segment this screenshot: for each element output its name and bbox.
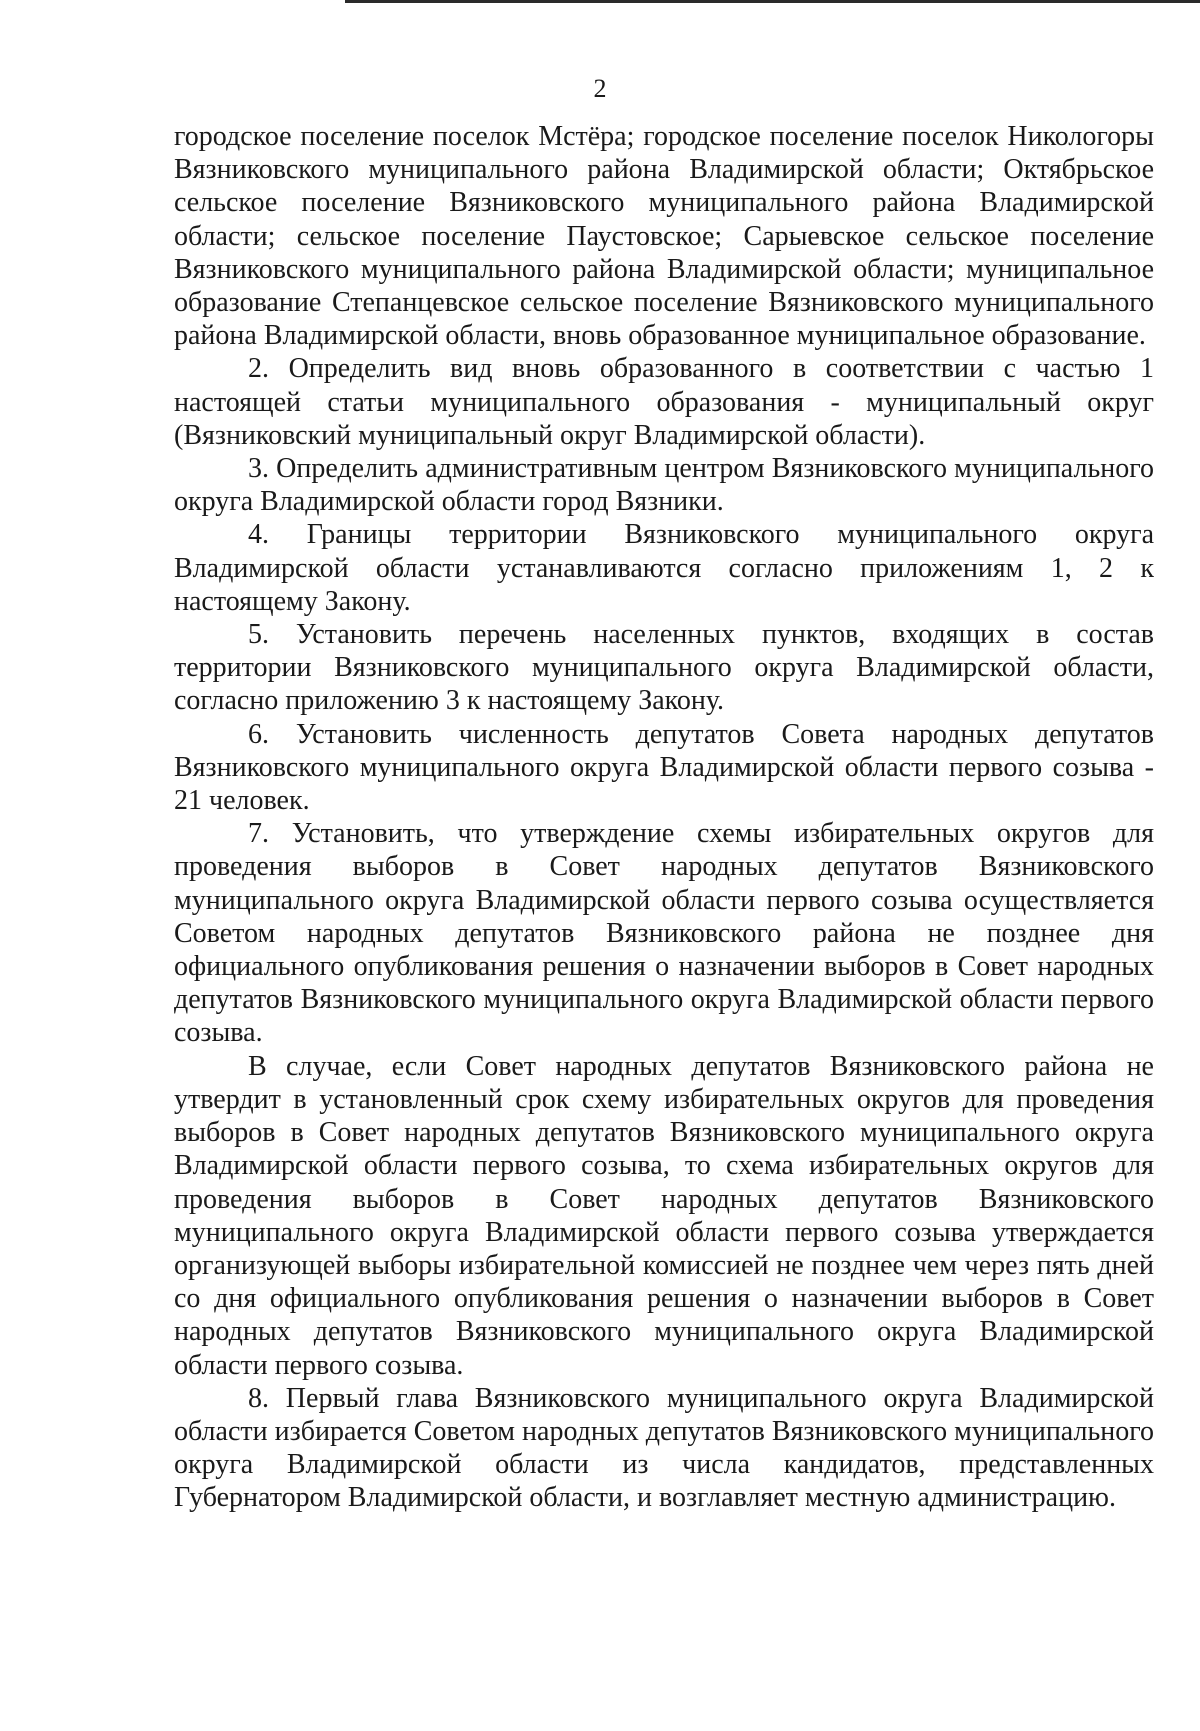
document-body [174,120,1154,1515]
paragraph-item-7-case: В случае, если Совет народных депутатов Вязниковского района не утвердит в установленный срок схему избирательных округов для проведения выборов в Совет народных депутатов Вязниковского муниципального округа Владимирской области первого созыва, то схема избирательных округов для проведения выборов в Совет народных депутатов Вязниковского муниципального округа Владимирской области первого созыва утверждается организующей выборы избирательной комиссией не позднее чем через пять дней со дня официального опубликования решения о назначении выборов в Совет народных депутатов Вязниковского муниципального округа Владимирской области первого созыва. [174,1050,1154,1381]
top-scan-rule [345,0,1200,3]
paragraph-item-3: 3. Определить административным центром Вязниковского муниципального округа Владимирской области город Вязники. [174,453,1154,518]
page-number: 2 [593,74,607,103]
paragraph-item-5: 5. Установить перечень населенных пунктов, входящих в состав территории Вязниковского муниципального округа Владимирской области, согласно приложению 3 к настоящему Закону. [174,619,1154,717]
paragraph-item-7: 7. Установить, что утверждение схемы избирательных округов для проведения выборов в Совет народных депутатов Вязниковского муниципального округа Владимирской области первого созыва осуществляется Советом народных депутатов Вязниковского района не позднее дня официального опубликования решения о назначении выборов в Совет народных депутатов Вязниковского муниципального округа Владимирской области первого созыва. [174,818,1154,1049]
paragraph-item-2: 2. Определить вид вновь образованного в соответствии с частью 1 настоящей статьи муниципального образования - муниципальный округ (Вязниковский муниципальный округ Владимирской области). [174,353,1154,451]
paragraph-item-4: 4. Границы территории Вязниковского муниципального округа Владимирской области устанавливаются согласно приложениям 1, 2 к настоящему Закону. [174,519,1154,617]
paragraph-1-continuation: городское поселение поселок Мстёра; городское поселение поселок Никологоры Вязниковского муниципального района Владимирской области; Октябрьское сельское поселение Вязниковского муниципального района Владимирской области; сельское поселение Паустовское; Сарыевское сельское поселение Вязниковского муниципального района Владимирской области; муниципальное образование Степанцевское сельское поселение Вязниковского муниципального района Владимирской области, вновь образованное муниципальное образование. [174,121,1154,352]
paragraph-item-8: 8. Первый глава Вязниковского муниципального округа Владимирской области избирается Советом народных депутатов Вязниковского муниципального округа Владимирской области из числа кандидатов, представленных Губернатором Владимирской области, и возглавляет местную администрацию. [174,1382,1154,1514]
paragraph-item-6: 6. Установить численность депутатов Совета народных депутатов Вязниковского муниципального округа Владимирской области первого созыва - 21 человек. [174,718,1154,817]
